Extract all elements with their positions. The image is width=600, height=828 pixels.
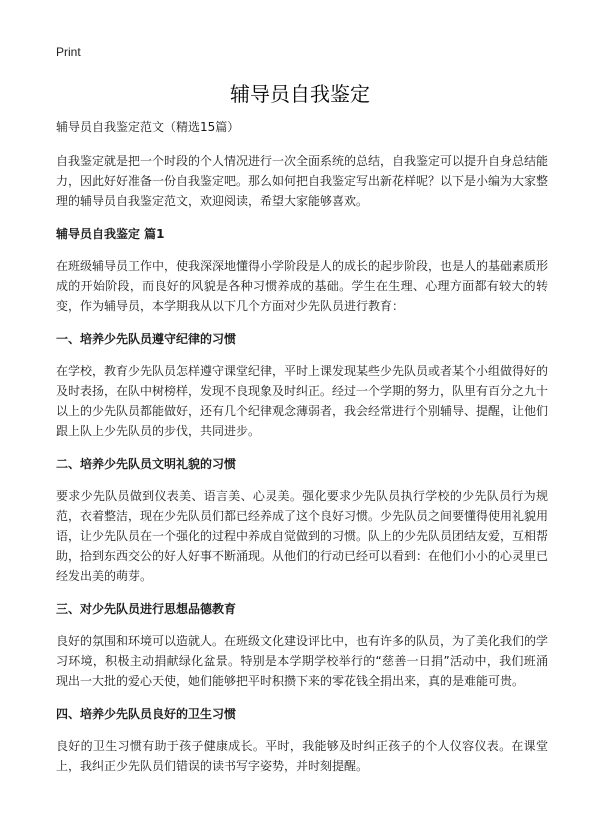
section-text-courtesy: 要求少先队员做到仪表美、语言美、心灵美。强化要求少先队员执行学校的少先队员行为规范，衣着整洁，现在少先队员们都已经养成了这个良好习惯。少先队员之间要懂得使用礼貌用语，让少先队员在一个强化的过程中养成自觉做到的习惯。队上的少先队员团结友爱，互相帮助，拾到东西交公的好人好事不断涌现。从他们的行动已经可以看到：在他们小小的心灵里已经发出美的萌芽。 bbox=[56, 489, 549, 583]
section-text-discipline: 在学校，教育少先队员怎样遵守课堂纪律，平时上课发现某些少先队员或者某个小组做得好的及时表扬，在队中树榜样，发现不良现象及时纠正。经过一个学期的努力，队里有百分之九十以上的少先队员都能做好，还有几个纪律观念薄弱者，我会经常进行个别辅导、提醒，让他们跟上队上少先队员的步伐，共同进步。 bbox=[56, 364, 549, 438]
page-title: 辅导员自我鉴定 bbox=[230, 82, 370, 106]
article-body bbox=[56, 118, 548, 790]
section-heading-courtesy: 二、培养少先队员文明礼貌的习惯 bbox=[56, 457, 237, 471]
opening-paragraph: 在班级辅导员工作中，使我深深地懂得小学阶段是人的成长的起步阶段，也是人的基础素质形成的开始阶段，而良好的风貌是各种习惯养成的基础。学生在生理、心理方面都有较大的转变，作为辅导员，本学期我从以下几个方面对少先队员进行教育： bbox=[56, 259, 549, 313]
section-text-hygiene: 良好的卫生习惯有助于孩子健康成长。平时，我能够及时纠正孩子的个人仪容仪表。在课堂上，我纠正少先队员们错误的读书写字姿势，并时刻提醒。 bbox=[56, 739, 548, 773]
section-heading-moral-education: 三、对少先队员进行思想品德教育 bbox=[56, 602, 237, 616]
section-text-moral-education: 良好的氛围和环境可以造就人。在班级文化建设评比中，也有许多的队员，为了美化我们的学习环境，积极主动捐献绿化盆景。特别是本学期学校举行的“慈善一日捐”活动中，我们班涌现出一大批的爱心天使，她们能够把平时积攒下来的零花钱全捐出来，真的是难能可贵。 bbox=[56, 634, 549, 688]
article-heading: 辅导员自我鉴定 篇1 bbox=[56, 227, 165, 241]
section-heading-hygiene: 四、培养少先队员良好的卫生习惯 bbox=[56, 707, 237, 721]
intro-paragraph: 自我鉴定就是把一个时段的个人情况进行一次全面系统的总结，自我鉴定可以提升自身总结能力，因此好好准备一份自我鉴定吧。那么如何把自我鉴定写出新花样呢？以下是小编为大家整理的辅导员自我鉴定范文，欢迎阅读，希望大家能够喜欢。 bbox=[56, 154, 549, 208]
section-heading-discipline: 一、培养少先队员遵守纪律的习惯 bbox=[56, 332, 237, 346]
article-subtitle: 辅导员自我鉴定范文（精选15篇） bbox=[56, 120, 240, 134]
print-link[interactable]: Print bbox=[56, 45, 81, 59]
